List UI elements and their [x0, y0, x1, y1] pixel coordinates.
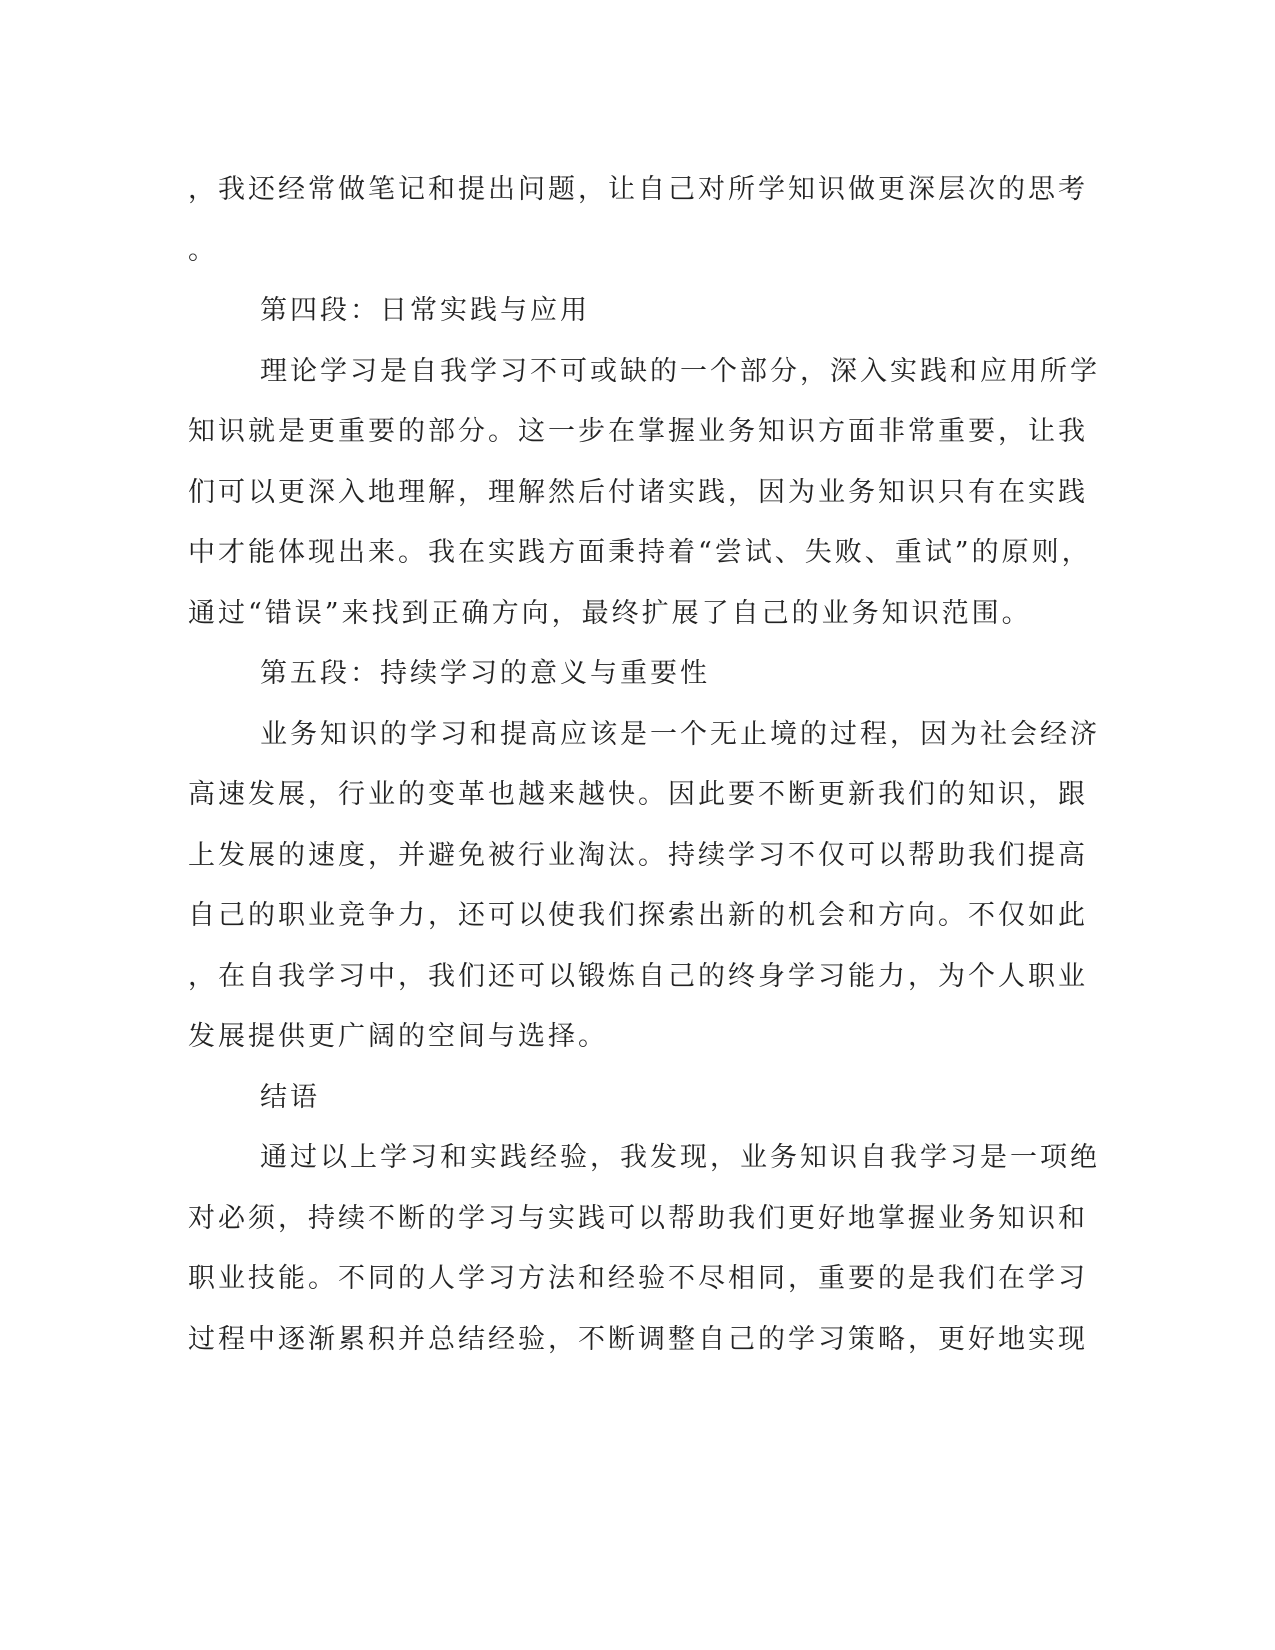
- text-line-5: 知识就是更重要的部分。这一步在掌握业务知识方面非常重要，让我: [188, 416, 1088, 447]
- text-line-1: ，我还经常做笔记和提出问题，让自己对所学知识做更深层次的思考: [188, 174, 1088, 205]
- text-line-19: 职业技能。不同的人学习方法和经验不尽相同，重要的是我们在学习: [188, 1263, 1088, 1294]
- text-line-18: 对必须，持续不断的学习与实践可以帮助我们更好地掌握业务知识和: [188, 1202, 1088, 1234]
- text-line-17: 通过以上学习和实践经验，我发现，业务知识自我学习是一项绝: [260, 1142, 1100, 1173]
- text-line-11: 高速发展，行业的变革也越来越快。因此要不断更新我们的知识，跟: [188, 779, 1088, 810]
- section-heading-conclusion: 结语: [260, 1081, 320, 1113]
- text-line-15: 发展提供更广阔的空间与选择。: [188, 1021, 608, 1052]
- text-line-20: 过程中逐渐累积并总结经验，不断调整自己的学习策略，更好地实现: [188, 1323, 1088, 1355]
- section-heading-5: 第五段：持续学习的意义与重要性: [260, 658, 710, 689]
- section-heading-4: 第四段：日常实践与应用: [260, 295, 590, 326]
- text-line-6: 们可以更深入地理解，理解然后付诸实践，因为业务知识只有在实践: [188, 476, 1088, 508]
- text-line-12: 上发展的速度，并避免被行业淘汰。持续学习不仅可以帮助我们提高: [188, 839, 1088, 871]
- body-text: [188, 160, 1100, 1370]
- text-line-7: 中才能体现出来。我在实践方面秉持着“尝试、失败、重试”的原则，: [188, 537, 1092, 568]
- text-line-14: ，在自我学习中，我们还可以锻炼自己的终身学习能力，为个人职业: [188, 960, 1088, 992]
- text-line-8: 通过“错误”来找到正确方向，最终扩展了自己的业务知识范围。: [188, 597, 1032, 629]
- text-line-13: 自己的职业竞争力，还可以使我们探索出新的机会和方向。不仅如此: [188, 900, 1088, 931]
- text-line-4: 理论学习是自我学习不可或缺的一个部分，深入实践和应用所学: [260, 355, 1100, 387]
- text-line-2: 。: [188, 234, 218, 266]
- text-line-10: 业务知识的学习和提高应该是一个无止境的过程，因为社会经济: [260, 718, 1100, 750]
